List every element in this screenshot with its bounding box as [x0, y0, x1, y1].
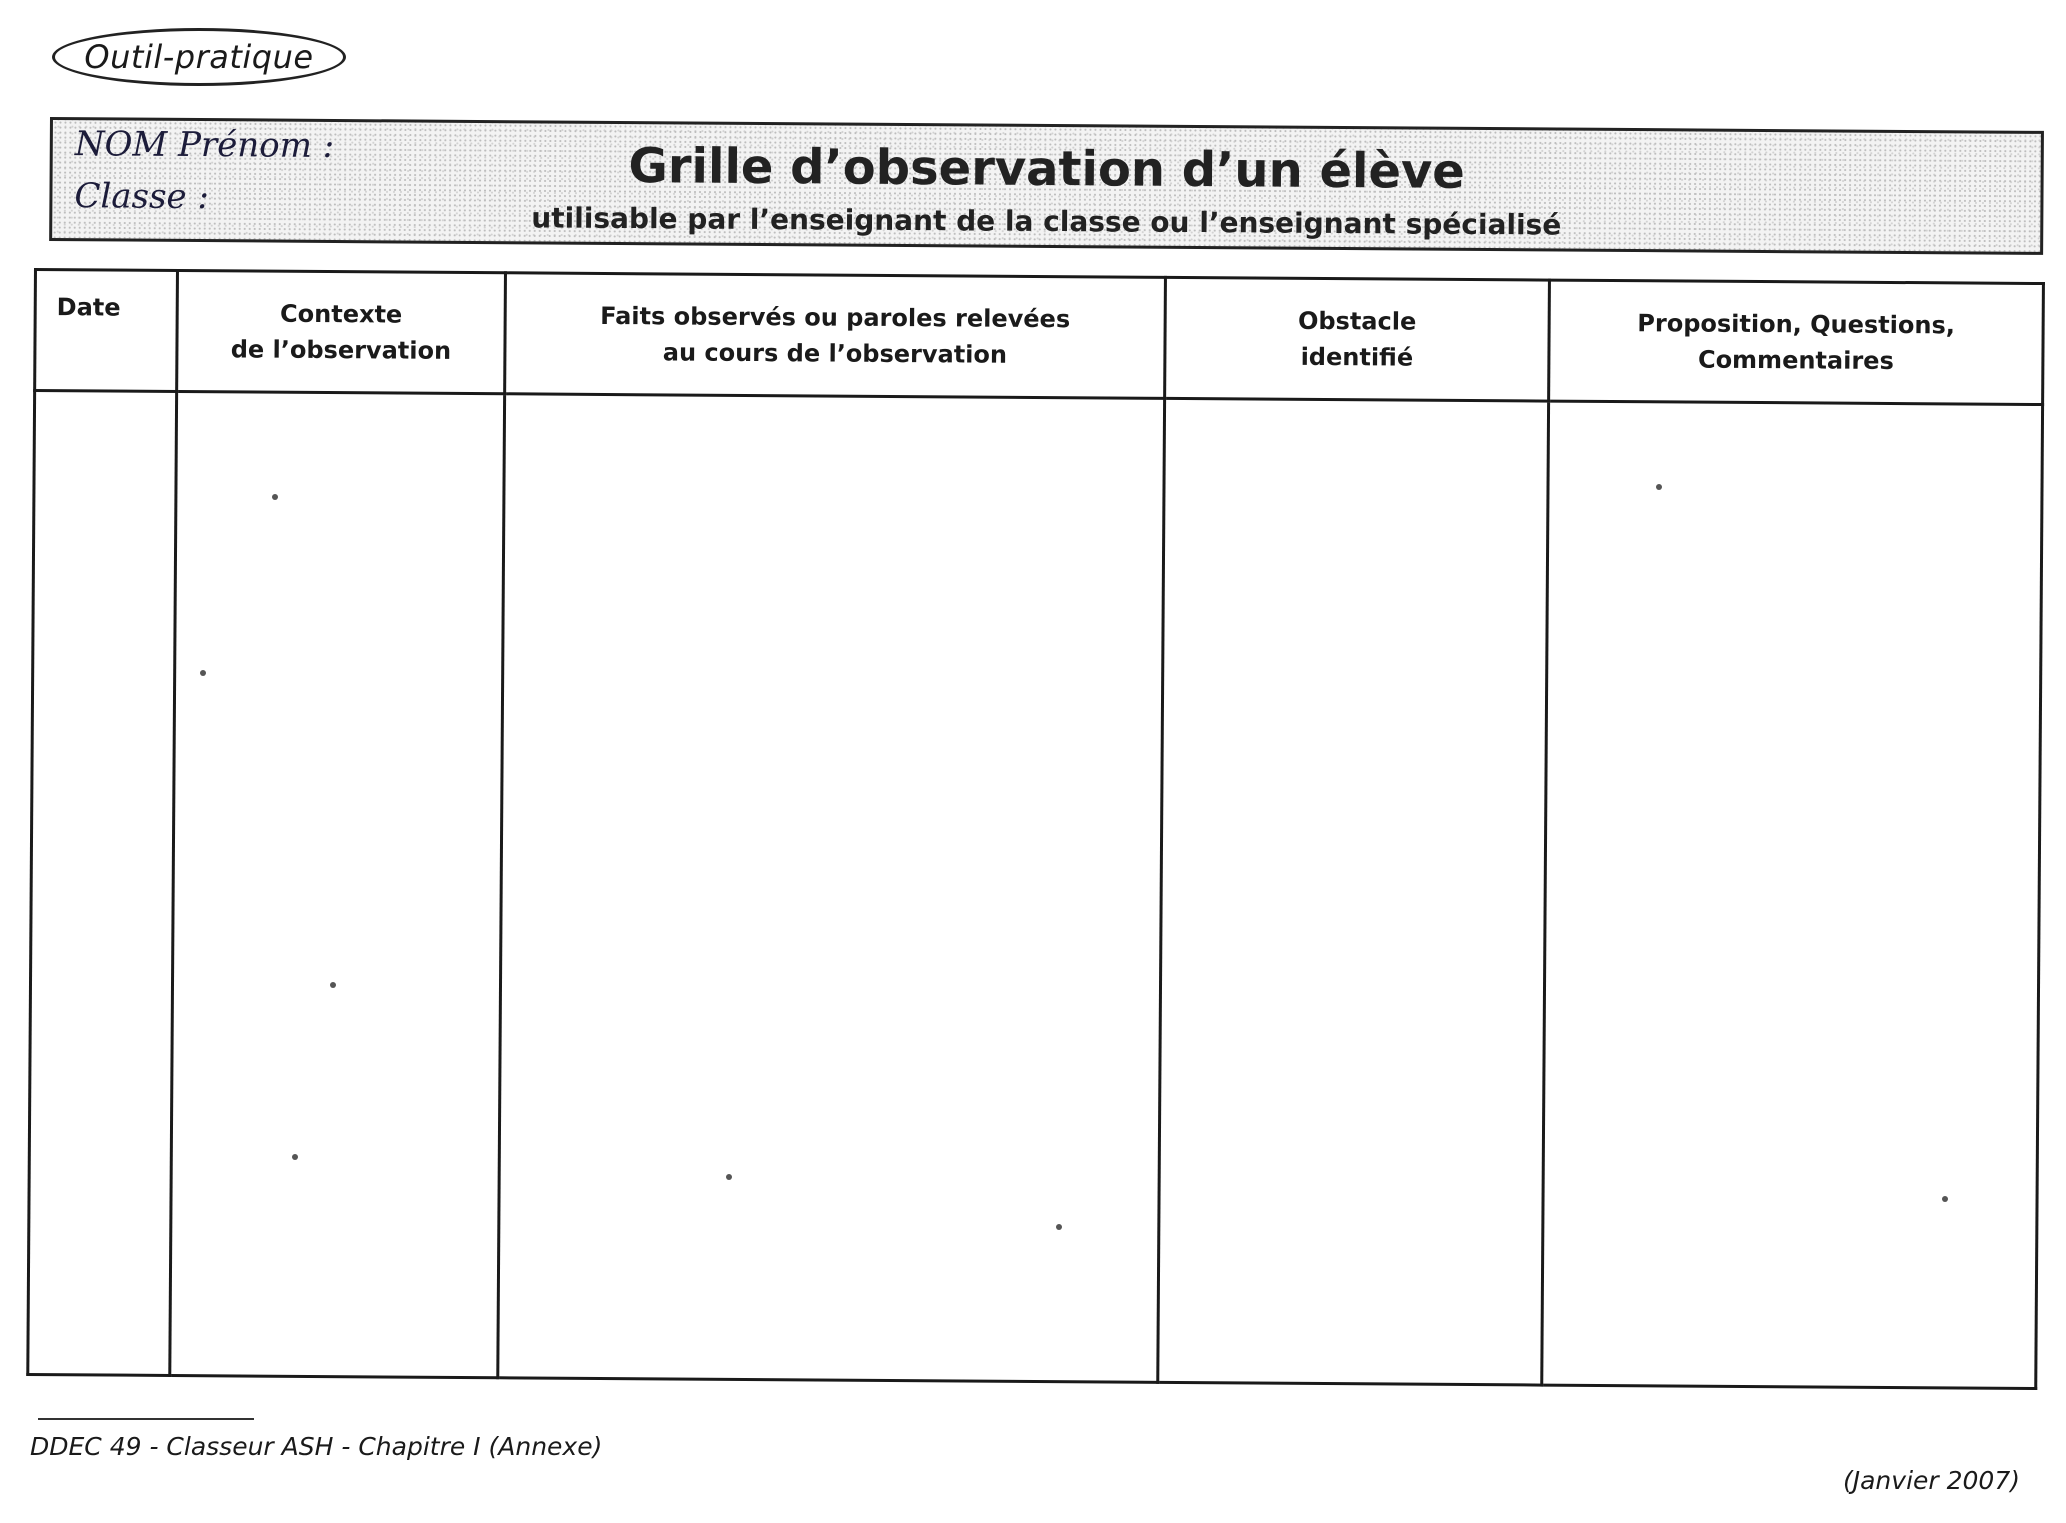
column-header-proposition	[1549, 280, 2044, 404]
contexte-cell[interactable]	[170, 391, 505, 1377]
column-header-line: Proposition, Questions,	[1637, 309, 1956, 340]
column-header-line: de l’observation	[230, 335, 452, 365]
document-subtitle: utilisable par l’enseignant de la classe ou l’enseignant spécialisé	[531, 201, 1562, 242]
faits-cell[interactable]	[498, 394, 1165, 1383]
column-header-obstacle	[1165, 277, 1550, 401]
table-header-row	[35, 270, 2044, 405]
scan-speck	[726, 1174, 732, 1180]
footer-source: DDEC 49 - Classeur ASH - Chapitre I (Annexe)	[30, 1432, 603, 1461]
observation-grid	[26, 268, 2042, 1390]
proposition-cell[interactable]	[1542, 401, 2043, 1388]
column-header-line: Faits observés ou paroles relevées	[600, 301, 1071, 334]
scan-speck	[200, 670, 206, 676]
obstacle-cell[interactable]	[1158, 398, 1549, 1385]
column-header-contexte	[177, 271, 506, 394]
column-header-faits	[505, 273, 1166, 399]
scan-speck	[272, 494, 278, 500]
column-header-date	[35, 270, 178, 392]
document-title: Grille d’observation d’un élève	[628, 138, 1466, 200]
date-cell[interactable]	[28, 391, 177, 1376]
column-header-line: Obstacle	[1297, 306, 1417, 336]
column-header-line: Commentaires	[1697, 345, 1894, 375]
table-row	[28, 391, 2043, 1389]
scan-speck	[292, 1154, 298, 1160]
scan-speck	[1656, 484, 1662, 490]
header-banner	[49, 117, 2044, 255]
handwritten-class-label: Classe :	[74, 176, 210, 218]
column-header-line: identifié	[1300, 342, 1414, 372]
scan-speck	[330, 982, 336, 988]
badge-label: Outil-pratique	[84, 38, 314, 76]
column-header-line: Contexte	[279, 299, 403, 329]
column-header-line: Date	[56, 293, 121, 322]
footer-rule	[38, 1418, 254, 1420]
scan-speck	[1942, 1196, 1948, 1202]
outil-pratique-badge	[52, 28, 346, 86]
footer-date: (Janvier 2007)	[1842, 1466, 2020, 1495]
observation-table	[26, 268, 2045, 1390]
handwritten-name-label: NOM Prénom :	[74, 124, 335, 166]
scan-speck	[1056, 1224, 1062, 1230]
column-header-line: au cours de l’observation	[662, 338, 1008, 369]
